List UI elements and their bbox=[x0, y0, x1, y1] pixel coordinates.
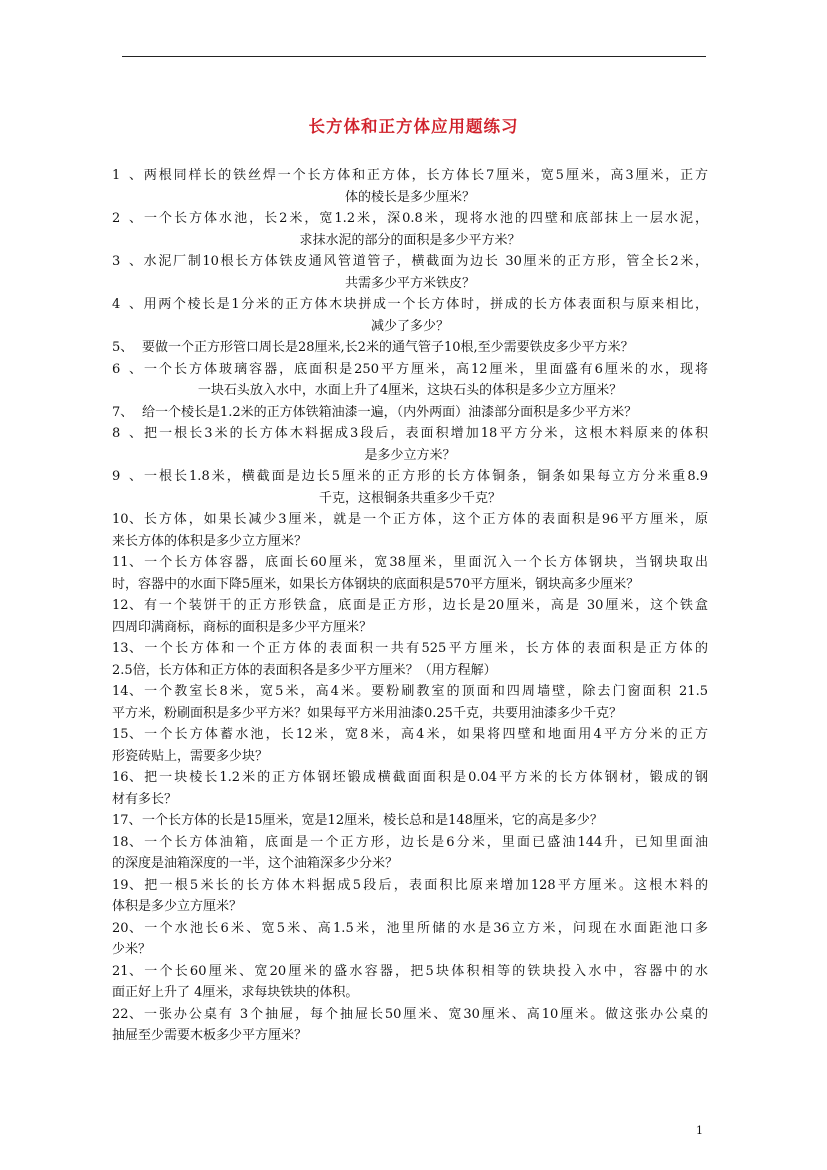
problem-item bbox=[112, 294, 708, 337]
problem-text: 水泥厂制10根长方体铁皮通风管道管子，横截面为边长 30厘米的正方形，管全长2米， bbox=[142, 254, 708, 269]
problem-first-line bbox=[112, 681, 708, 703]
problem-text: 一张办公桌有 3个抽屉，每个抽屉长50厘米、宽30厘米、高10厘米。做这张办公桌的 bbox=[142, 1006, 708, 1022]
problem-text: 一个长方体蓄水池，长12米，宽8米，高4米，如果将四壁和地面用4平方分米的正方 bbox=[142, 727, 708, 742]
problem-continuation: 体的棱长是多少厘米？ bbox=[344, 189, 475, 205]
problem-item bbox=[112, 552, 708, 595]
problem-item bbox=[112, 423, 708, 466]
problem-number: 21、 bbox=[112, 963, 142, 979]
problem-number: 15、 bbox=[112, 727, 142, 742]
problem-continuation: 的深度是油箱深度的一半，这个油箱深多少分米？ bbox=[112, 856, 399, 871]
problem-number: 7、 bbox=[112, 404, 134, 420]
problem-text: 有一个装饼干的正方形铁盒，底面是正方形，边长是20厘米，高是 30厘米，这个铁盒 bbox=[142, 598, 708, 613]
problem-continuation: 形瓷砖贴上，需要多少块？ bbox=[112, 748, 269, 764]
problem-item bbox=[112, 359, 708, 402]
problem-text: 一根长1.8米，横截面是边长5厘米的正方形的长方体铜条，铜条如果每立方分米重8.9 bbox=[142, 469, 708, 484]
problem-number: 2、 bbox=[112, 211, 142, 226]
problem-continuation: 来长方体的体积是多少立方厘米？ bbox=[112, 533, 308, 549]
problem-number: 4、 bbox=[112, 297, 142, 312]
problem-item bbox=[112, 681, 708, 724]
problem-text: 一个长方体玻璃容器，底面积是250平方厘米，高12厘米，里面盛有6厘米的水，现将 bbox=[142, 361, 708, 377]
problem-text: 要做一个正方形管口周长是28厘米,长2米的通气管子10根,至少需要铁皮多少平方米？ bbox=[142, 340, 634, 355]
problem-number: 5、 bbox=[112, 340, 134, 355]
problem-text: 一个教室长8米，宽5米，高4米。要粉刷教室的顶面和四周墙壁，除去门窗面积 21.5 bbox=[142, 684, 708, 699]
problem-number: 6、 bbox=[112, 361, 142, 377]
problem-number: 22、 bbox=[112, 1006, 142, 1022]
problem-number: 3、 bbox=[112, 254, 142, 269]
problem-item bbox=[112, 961, 708, 1004]
problem-first-line bbox=[112, 294, 708, 316]
problem-text: 一个长60厘米、宽20厘米的盛水容器，把5块体积相等的铁块投入水中，容器中的水 bbox=[142, 963, 708, 979]
problem-item bbox=[112, 918, 708, 961]
header-rule bbox=[122, 56, 706, 57]
problem-first-line bbox=[112, 466, 708, 488]
problem-item bbox=[112, 638, 708, 681]
problem-first-line bbox=[112, 832, 708, 854]
problem-continuation: 减少了多少？ bbox=[370, 318, 449, 334]
problem-first-line bbox=[112, 251, 708, 273]
problem-continuation: 少米？ bbox=[112, 942, 152, 957]
problem-continuation: 2.5倍，长方体和正方体的表面积各是多少平方厘米？（用方程解） bbox=[112, 662, 497, 678]
page-number: 1 bbox=[696, 1124, 703, 1137]
problem-text: 一个长方体的长是15厘米，宽是12厘米，棱长总和是148厘米，它的高是多少？ bbox=[142, 813, 603, 828]
problem-text: 一个长方体和一个正方体的表面积一共有525平方厘米，长方体的表面积是正方体的 bbox=[142, 641, 708, 656]
problem-item bbox=[112, 208, 708, 251]
problem-item bbox=[112, 767, 708, 810]
problem-item bbox=[112, 1004, 708, 1047]
problem-continuation: 抽屉至少需要木板多少平方厘米？ bbox=[112, 1028, 308, 1043]
problem-text: 长方体，如果长减少3厘米，就是一个正方体，这个正方体的表面积是96平方厘米，原 bbox=[142, 512, 708, 527]
problem-number: 10、 bbox=[112, 512, 142, 527]
problem-text: 用两个棱长是1分米的正方体木块拼成一个长方体时，拼成的长方体表面积与原来相比， bbox=[142, 297, 708, 312]
problem-continuation: 面正好上升了 4厘米，求每块铁块的体积。 bbox=[112, 985, 359, 1000]
problem-first-line bbox=[112, 918, 708, 940]
problem-item bbox=[112, 337, 708, 359]
problem-first-line bbox=[112, 423, 708, 445]
problem-first-line bbox=[112, 595, 708, 617]
problem-continuation: 千克，这根铜条共重多少千克？ bbox=[318, 490, 501, 506]
problem-item bbox=[112, 402, 708, 424]
problem-first-line bbox=[112, 552, 708, 574]
problem-first-line bbox=[112, 165, 708, 187]
problem-item bbox=[112, 251, 708, 294]
problem-number: 16、 bbox=[112, 770, 142, 785]
problem-text: 一个水池长6米、宽5米、高1.5米，池里所储的水是36立方米，问现在水面距池口多 bbox=[142, 920, 708, 936]
problem-continuation: 共需多少平方米铁皮？ bbox=[344, 275, 475, 291]
problem-text: 两根同样长的铁丝焊一个长方体和正方体，长方体长7厘米，宽5厘米，高3厘米，正方 bbox=[142, 168, 708, 183]
problem-text: 一个长方体水池，长2米，宽1.2米，深0.8米，现将水池的四壁和底部抹上一层水泥， bbox=[142, 211, 708, 226]
problem-first-line bbox=[112, 961, 708, 983]
problem-item bbox=[112, 724, 708, 767]
problem-first-line bbox=[112, 402, 708, 424]
problem-text: 把一块棱长1.2米的正方体钢坯锻成横截面面积是0.04平方米的长方体钢材，锻成的钢 bbox=[142, 770, 708, 785]
problem-continuation: 求抹水泥的部分的面积是多少平方米？ bbox=[299, 232, 521, 248]
problem-continuation: 一块石头放入水中，水面上升了4厘米，这块石头的体积是多少立方厘米？ bbox=[197, 383, 623, 398]
problem-first-line bbox=[112, 208, 708, 230]
problem-first-line bbox=[112, 638, 708, 660]
problem-item bbox=[112, 466, 708, 509]
problem-first-line bbox=[112, 810, 708, 832]
problem-text: 一个长方体容器，底面长60厘米，宽38厘米，里面沉入一个长方体钢块，当钢块取出 bbox=[142, 555, 708, 570]
problem-number: 1、 bbox=[112, 168, 142, 183]
problem-text: 一个长方体油箱，底面是一个正方形，边长是6分米，里面已盛油144升，已知里面油 bbox=[142, 834, 708, 850]
problem-item bbox=[112, 810, 708, 832]
problem-text: 把一根长3米的长方体木料据成3段后，表面积增加18平方分米，这根木料原来的体积 bbox=[142, 426, 708, 441]
problem-continuation: 是多少立方米？ bbox=[364, 447, 456, 463]
problem-first-line bbox=[112, 1004, 708, 1026]
problem-number: 19、 bbox=[112, 877, 142, 893]
problem-list bbox=[112, 165, 708, 1047]
problem-first-line bbox=[112, 875, 708, 897]
problem-continuation: 四周印满商标，商标的面积是多少平方厘米？ bbox=[112, 619, 373, 635]
problem-number: 12、 bbox=[112, 598, 142, 613]
problem-number: 17、 bbox=[112, 813, 142, 828]
problem-item bbox=[112, 509, 708, 552]
problem-continuation: 材有多长？ bbox=[112, 791, 178, 807]
problem-number: 18、 bbox=[112, 834, 142, 850]
problem-first-line bbox=[112, 767, 708, 789]
problem-number: 11、 bbox=[112, 555, 142, 570]
problem-item bbox=[112, 832, 708, 875]
problem-continuation: 时，容器中的水面下降5厘米，如果长方体钢块的底面积是570平方厘米，钢块高多少厘米？ bbox=[112, 576, 640, 592]
problem-continuation: 体积是多少立方厘米？ bbox=[112, 899, 243, 914]
problem-number: 20、 bbox=[112, 920, 142, 936]
problem-text: 给一个棱长是1.2米的正方体铁箱油漆一遍，（内外两面）油漆部分面积是多少平方米？ bbox=[142, 404, 638, 420]
problem-first-line bbox=[112, 337, 708, 359]
problem-item bbox=[112, 165, 708, 208]
problem-first-line bbox=[112, 509, 708, 531]
problem-item bbox=[112, 875, 708, 918]
problem-first-line bbox=[112, 724, 708, 746]
problem-number: 9、 bbox=[112, 469, 142, 484]
problem-first-line bbox=[112, 359, 708, 381]
problem-item bbox=[112, 595, 708, 638]
problem-number: 13、 bbox=[112, 641, 142, 656]
page-title: 长方体和正方体应用题练习 bbox=[308, 117, 519, 136]
problem-number: 8、 bbox=[112, 426, 142, 441]
problem-continuation: 平方米，粉刷面积是多少平方米？如果每平方米用油漆0.25千克，共要用油漆多少千克？ bbox=[112, 705, 622, 721]
problem-number: 14、 bbox=[112, 684, 142, 699]
problem-text: 把一根5米长的长方体木料据成5段后，表面积比原来增加128平方厘米。这根木料的 bbox=[142, 877, 708, 893]
